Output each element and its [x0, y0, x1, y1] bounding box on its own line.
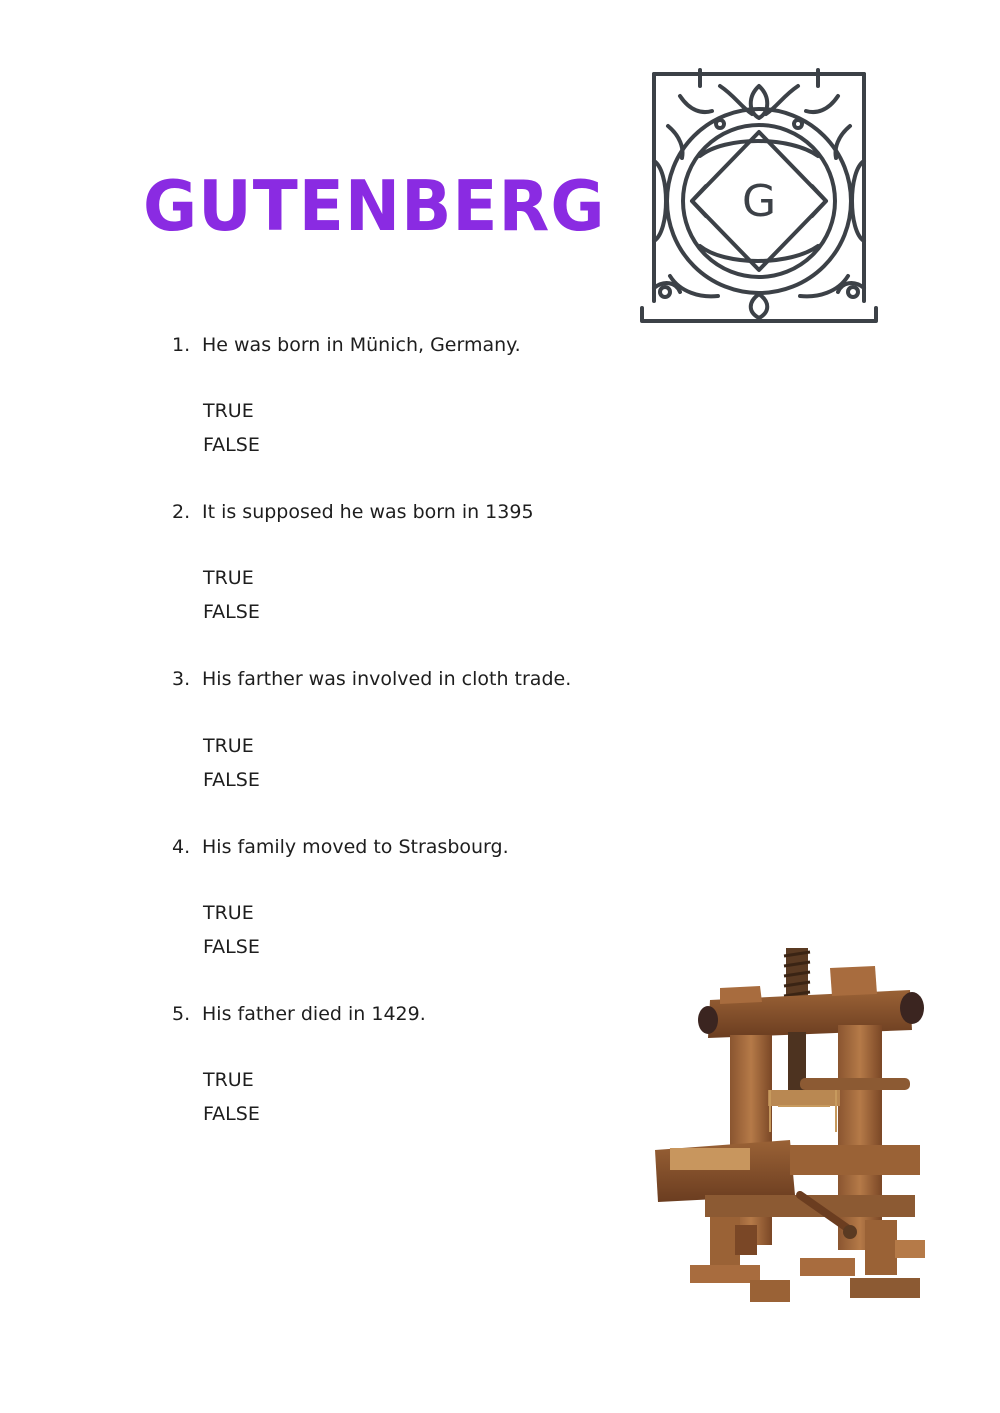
logo-letter: G [741, 176, 777, 227]
question-number: 1. [172, 334, 191, 356]
option-false[interactable]: FALSE [203, 434, 260, 456]
question-number: 5. [172, 1003, 191, 1025]
option-false[interactable]: FALSE [203, 936, 260, 958]
question-statement: His farther was involved in cloth trade. [202, 668, 572, 690]
question-item [172, 330, 652, 456]
gutenberg-logo-icon [640, 66, 878, 326]
question-text [172, 832, 652, 862]
question-item [172, 497, 652, 623]
option-true[interactable]: TRUE [203, 400, 254, 422]
option-false[interactable]: FALSE [203, 769, 260, 791]
question-text [172, 664, 652, 694]
option-true[interactable]: TRUE [203, 902, 254, 924]
question-statement: His father died in 1429. [202, 1003, 426, 1025]
question-text [172, 330, 652, 360]
option-false[interactable]: FALSE [203, 1103, 260, 1125]
option-true[interactable]: TRUE [203, 1069, 254, 1091]
question-statement: His family moved to Strasbourg. [202, 836, 509, 858]
question-text [172, 497, 652, 527]
question-number: 2. [172, 501, 191, 523]
printing-press-image [650, 940, 940, 1310]
question-item [172, 664, 652, 791]
question-item [172, 832, 652, 958]
option-true[interactable]: TRUE [203, 735, 254, 757]
question-text [172, 999, 652, 1029]
question-number: 4. [172, 836, 191, 858]
worksheet-title: GUTENBERG [143, 165, 606, 247]
question-item [172, 999, 652, 1125]
question-statement: It is supposed he was born in 1395 [202, 501, 534, 523]
question-number: 3. [172, 668, 191, 690]
option-true[interactable]: TRUE [203, 567, 254, 589]
question-statement: He was born in Münich, Germany. [202, 334, 521, 356]
option-false[interactable]: FALSE [203, 601, 260, 623]
